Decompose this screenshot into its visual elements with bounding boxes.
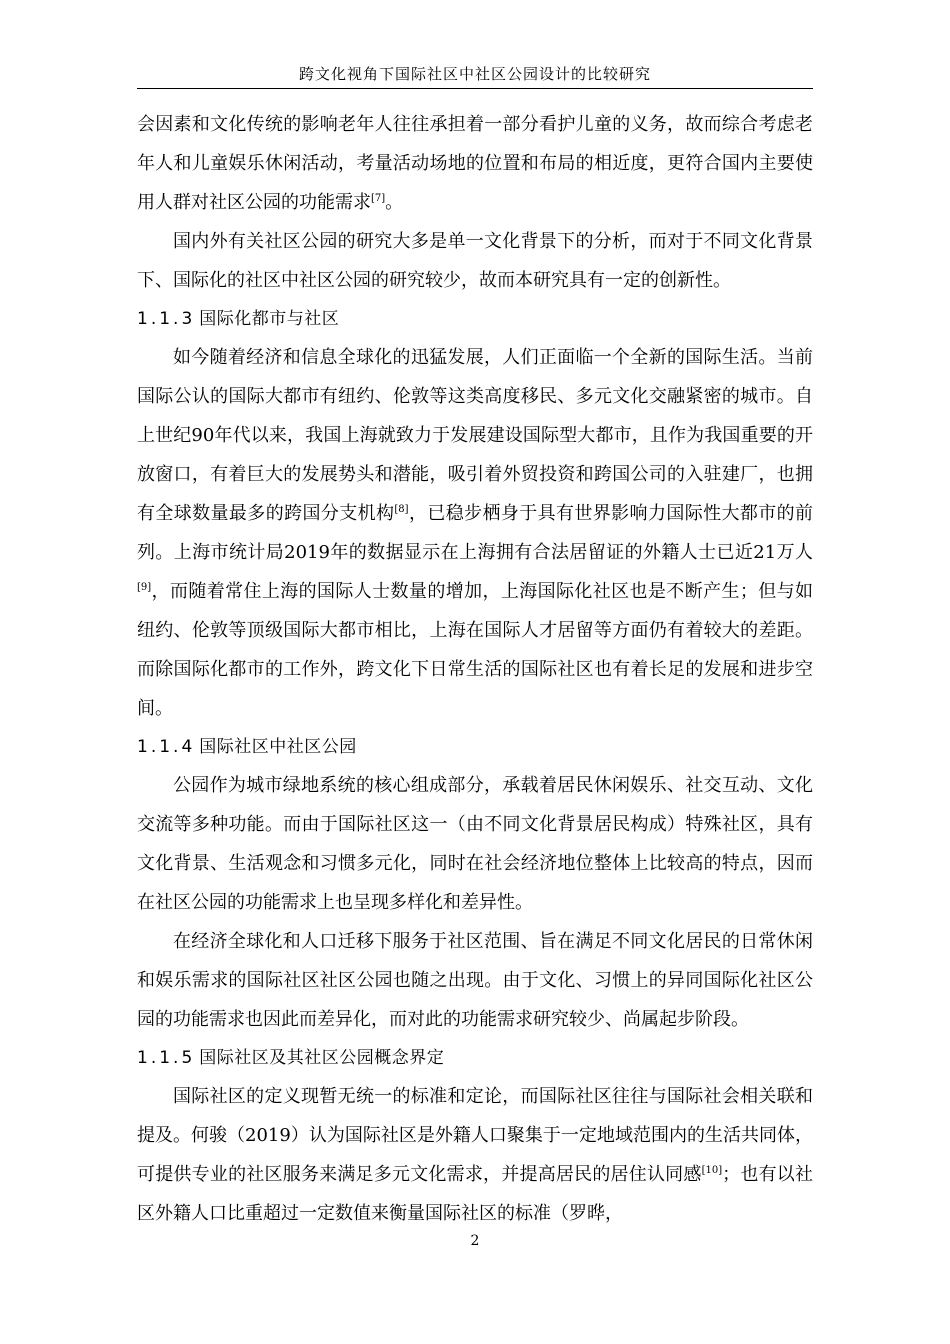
paragraph [137, 1077, 813, 1233]
paragraph-text: ，已稳步栖身于具有世界影响力国际性大都市的前列。上海市统计局2019年的数据显示在上海拥有合法居留证的外籍人士已近21万人 [137, 503, 814, 563]
section-title: 国际社区中社区公园 [199, 737, 357, 757]
paragraph-text: 如今随着经济和信息全球化的迅猛发展，人们正面临一个全新的国际生活。当前国际公认的国际大都市有纽约、伦敦等这类高度移民、多元文化交融紧密的城市。自上世纪90年代以来，我国上海就致力于发展建设国际型大都市，且作为我国重要的开放窗口，有着巨大的发展势头和潜能，吸引着外贸投资和跨国公司的入驻建厂，也拥有全球数量最多的跨国分支机构 [137, 347, 813, 524]
page-number: 2 [470, 1233, 480, 1249]
paragraph: 在经济全球化和人口迁移下服务于社区范围、旨在满足不同文化居民的日常休闲和娱乐需求的国际社区社区公园也随之出现。由于文化、习惯上的异同国际化社区公园的功能需求也因此而差异化，而对此的功能需求研究较少、尚属起步阶段。 [137, 931, 813, 1030]
section-title: 国际社区及其社区公园概念界定 [199, 1048, 445, 1068]
paragraph [137, 338, 813, 728]
section-heading-1-1-5 [137, 1039, 813, 1077]
paragraph-text: 国际社区的定义现暂无统一的标准和定论，而国际社区往往与国际社会相关联和提及。何骏（2019）认为国际社区是外籍人口聚集于一定地域范围内的生活共同体，可提供专业的社区服务来满足多元文化需求，并提高居民的居住认同感 [137, 1086, 813, 1185]
citation-ref: [8] [394, 504, 409, 515]
section-number: 1.1.3 [137, 309, 196, 329]
citation-ref: [10] [701, 1165, 723, 1176]
paragraph-text: 会因素和文化传统的影响老年人往往承担着一部分看护儿童的义务，故而综合考虑老年人和儿童娱乐休闲活动，考量活动场地的位置和布局的相近度，更符合国内主要使用人群对社区公园的功能需求 [137, 114, 813, 213]
section-heading-1-1-3 [137, 300, 813, 338]
paragraph: 公园作为城市绿地系统的核心组成部分，承载着居民休闲娱乐、社交互动、文化交流等多种功能。而由于国际社区这一（由不同文化背景居民构成）特殊社区，具有文化背景、生活观念和习惯多元化，同时在社会经济地位整体上比较高的特点，因而在社区公园的功能需求上也呈现多样化和差异性。 [137, 775, 813, 913]
paragraph-text: ；也有以社区外籍人口比重超过一定数值来衡量国际社区的标准（罗晔， [137, 1164, 814, 1224]
section-heading-1-1-4 [137, 728, 813, 766]
header-rule [137, 88, 813, 89]
section-title: 国际化都市与社区 [199, 309, 340, 329]
paragraph: 国内外有关社区公园的研究大多是单一文化背景下的分析，而对于不同文化背景下、国际化的社区中社区公园的研究较少，故而本研究具有一定的创新性。 [137, 231, 813, 291]
citation-ref: [9] [137, 582, 152, 593]
citation-ref: [7] [371, 193, 386, 204]
section-number: 1.1.4 [137, 737, 196, 757]
running-header: 跨文化视角下国际社区中社区公园设计的比较研究 [298, 65, 651, 83]
page-body [137, 105, 813, 1233]
section-number: 1.1.5 [137, 1048, 196, 1068]
paragraph-continued [137, 105, 813, 222]
paragraph-text: ，而随着常住上海的国际人士数量的增加，上海国际化社区也是不断产生；但与如纽约、伦敦等顶级国际大都市相比，上海在国际人才居留等方面仍有着较大的差距。而除国际化都市的工作外，跨文化下日常生活的国际社区也有着长足的发展和进步空间。 [137, 581, 813, 719]
paragraph-text: 。 [385, 192, 404, 213]
